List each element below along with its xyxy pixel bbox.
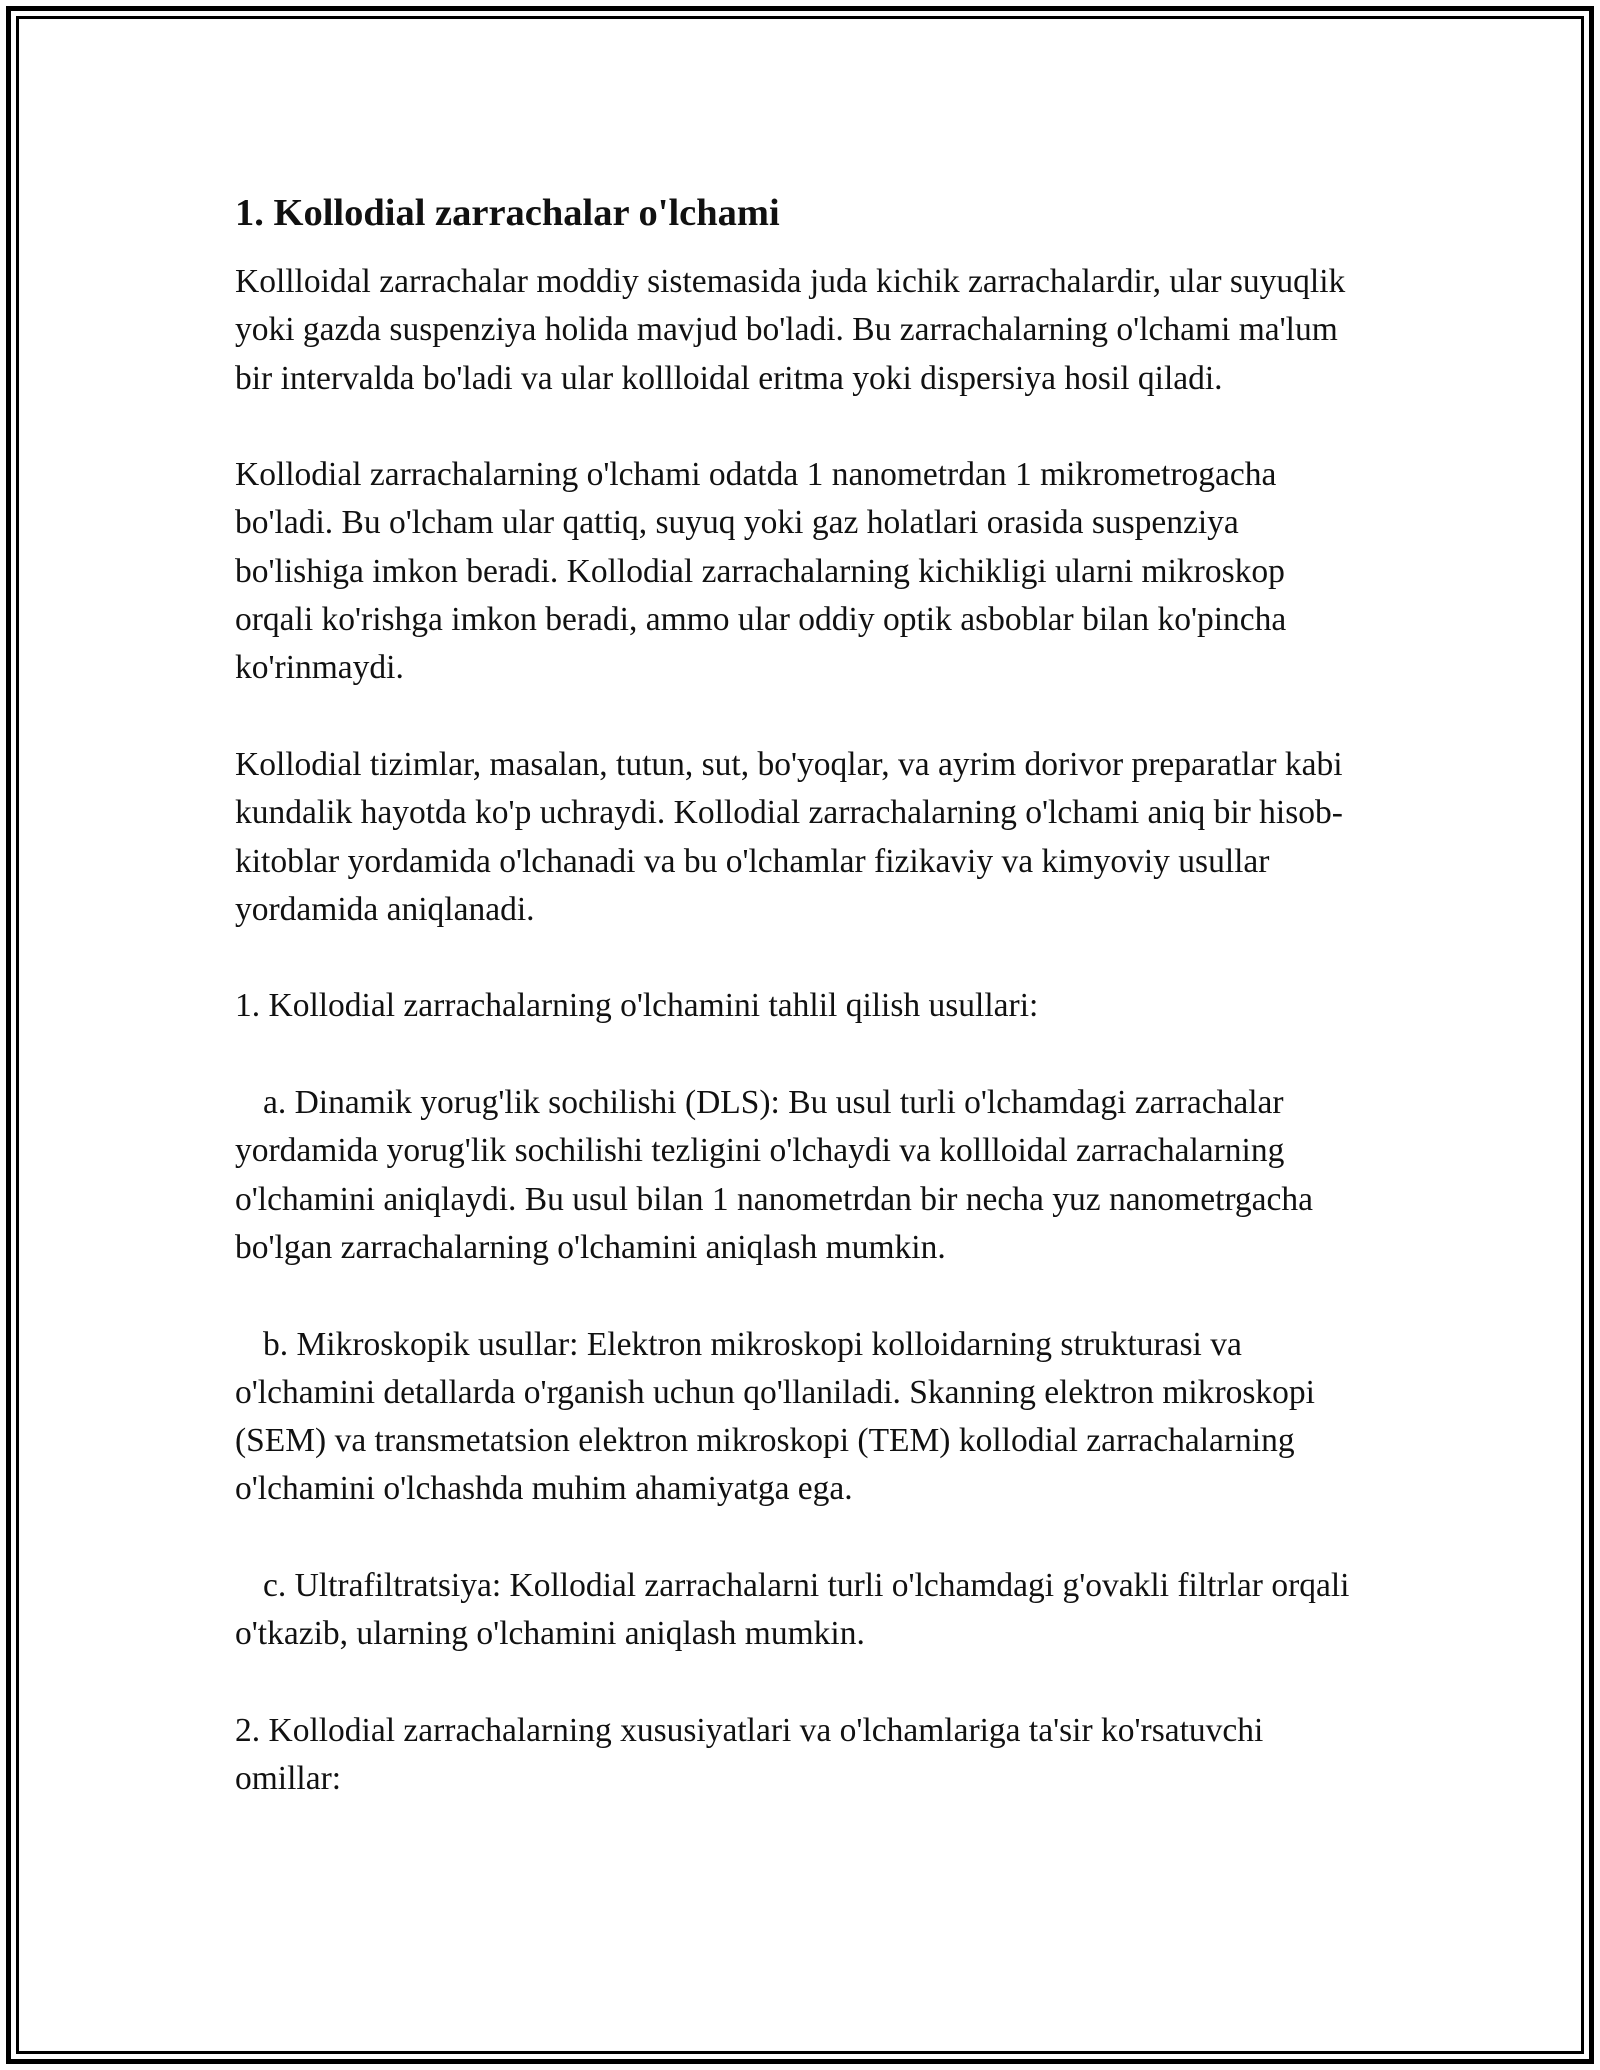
list-heading-methods: 1. Kollodial zarrachalarning o'lchamini tahlil qilish usullari:	[235, 987, 1039, 1025]
paragraph-size-range: Kollodial zarrachalarning o'lchami odatda 1 nanometrdan 1 mikrometrogacha bo'ladi. Bu o'lcham ular qattiq, suyuq yoki gaz holatlari orasida suspenziya bo'lishiga imkon beradi. Kollodial zarrachalarning kichikligi ularni mikroskop orqali ko'rishga imkon beradi, ammo ular oddiy optik asboblar bilan ko'pincha ko'rinmaydi.	[235, 456, 1287, 687]
paragraph-intro: Kollloidal zarrachalar moddiy sistemasida juda kichik zarrachalardir, ular suyuqlik yoki gazda suspenziya holida mavjud bo'ladi. Bu zarrachalarning o'lchami ma'lum bir intervalda bo'ladi va ular kollloidal eritma yoki dispersiya hosil qiladi.	[235, 263, 1346, 397]
list-item-microscopy-text: b. Mikroskopik usullar: Elektron mikroskopi kolloidarning strukturasi va o'lchamini detallarda o'rganish uchun qo'llaniladi. Skanning elektron mikroskopi (SEM) va transmetatsion elektron mikroskopi (TEM) kollodial zarrachalarning o'lchamini o'lchashda muhim ahamiyatga ega.	[235, 1325, 1315, 1508]
list-item-dls	[235, 1079, 1370, 1272]
section-heading: 1. Kollodial zarrachalar o'lchami	[235, 192, 780, 234]
paragraph-examples: Kollodial tizimlar, masalan, tutun, sut, bo'yoqlar, va ayrim dorivor preparatlar kabi kundalik hayotda ko'p uchraydi. Kollodial zarrachalarning o'lchami aniq bir hisob-kitoblar yordamida o'lchanadi va bu o'lchamlar fizikaviy va kimyoviy usullar yordamida aniqlanadi.	[235, 745, 1343, 928]
list-item-microscopy	[235, 1321, 1370, 1514]
document-body	[235, 185, 1370, 1852]
list-heading-factors: 2. Kollodial zarrachalarning xususiyatlari va o'lchamlariga ta'sir ko'rsatuvchi omillar:	[235, 1711, 1264, 1798]
list-item-ultrafiltration-text: c. Ultrafiltratsiya: Kollodial zarrachalarni turli o'lchamdagi g'ovakli filtrlar orqali o'tkazib, ularning o'lchamini aniqlash mumkin.	[235, 1567, 1350, 1653]
list-item-dls-text: a. Dinamik yorug'lik sochilishi (DLS): Bu usul turli o'lchamdagi zarrachalar yordamida yorug'lik sochilishi tezligini o'lchaydi va kollloidal zarrachalarning o'lchamini aniqlaydi. Bu usul bilan 1 nanometrdan bir necha yuz nanometrgacha bo'lgan zarrachalarning o'lchamini aniqlash mumkin.	[235, 1084, 1314, 1266]
list-item-ultrafiltration	[235, 1562, 1370, 1659]
